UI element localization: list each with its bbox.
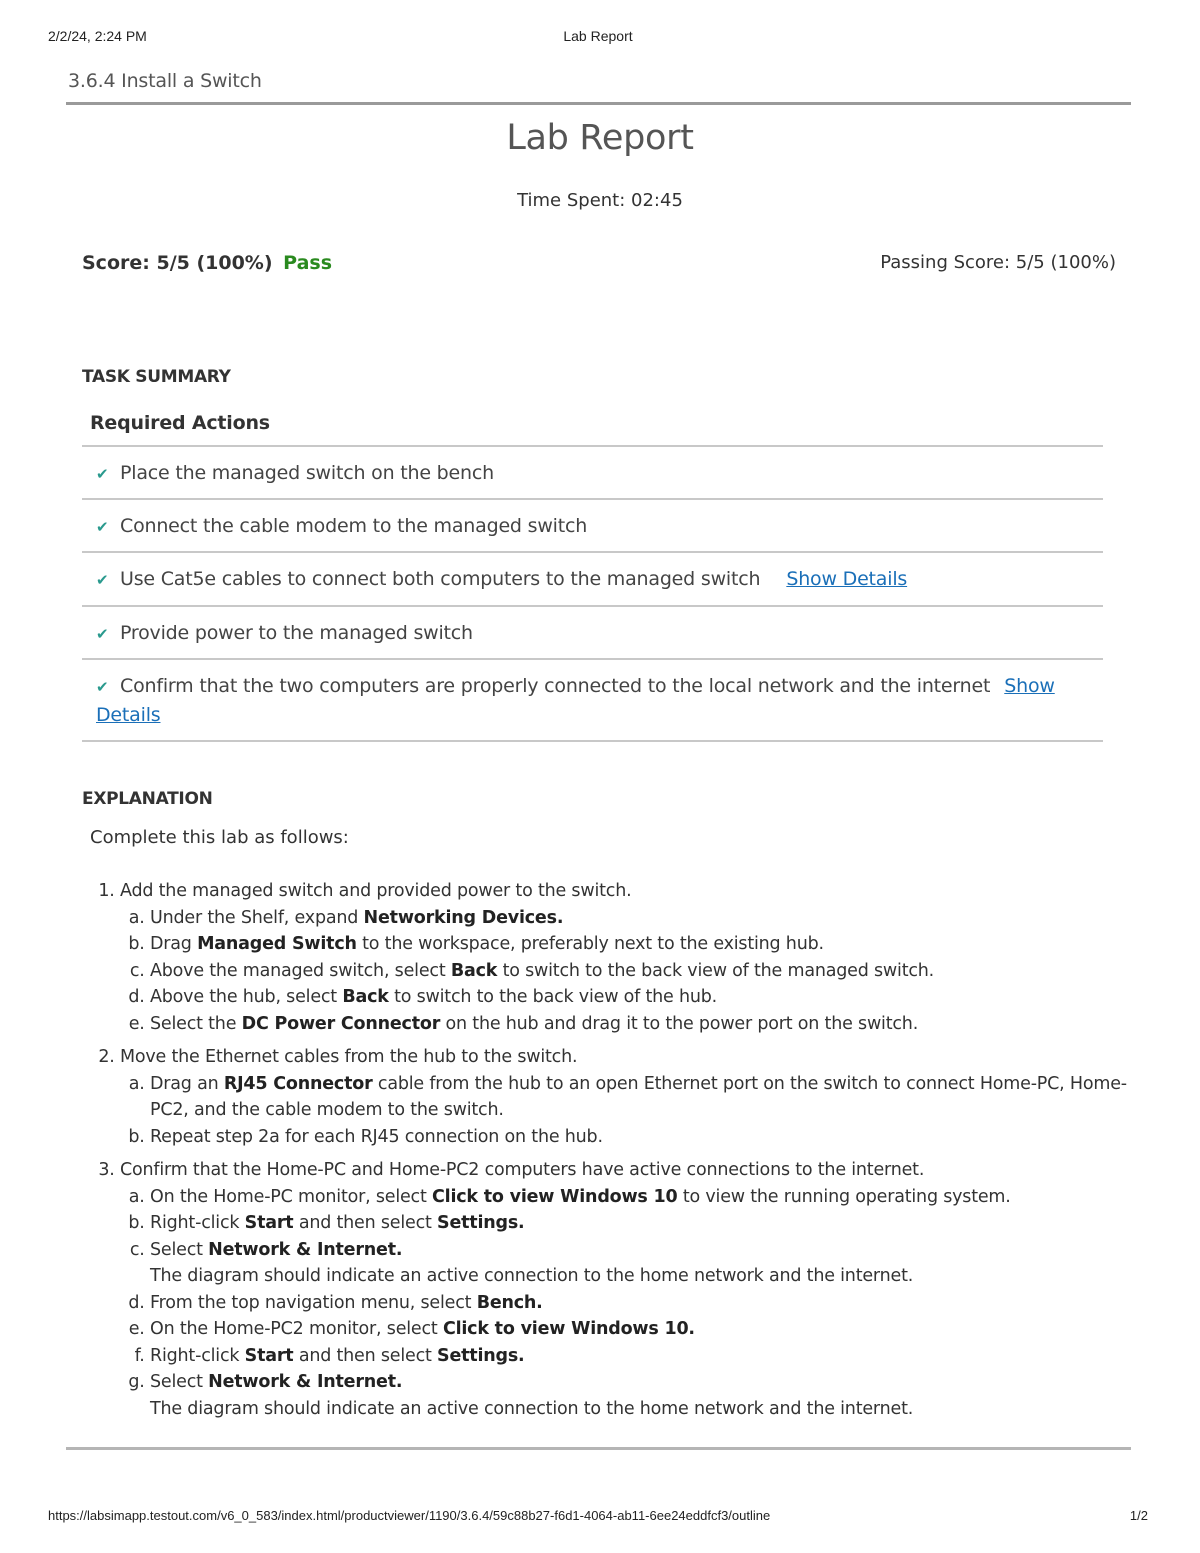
explanation-steps [88, 878, 1160, 1429]
substep-item [150, 1210, 1160, 1237]
substep-text: Above the hub, select [150, 987, 343, 1007]
substep-text: Right-click [150, 1345, 245, 1366]
substep-text: to view the running operating system. [677, 1186, 1011, 1207]
step-text: Move the Ethernet cables from the hub to the switch. [120, 1047, 578, 1067]
substep-text: On the Home-PC2 monitor, select [150, 1319, 443, 1339]
score-label: Score: 5/5 (100%) [82, 252, 273, 274]
substep-text: Drag an [150, 1073, 224, 1094]
substep-text: Select [150, 1239, 209, 1260]
substep-emphasis: Click to view Windows 10. [442, 1319, 695, 1339]
substep-text: From the top navigation menu, select [150, 1292, 477, 1313]
time-spent: Time Spent: 02:45 [517, 190, 683, 211]
show-details-link[interactable]: Show Details [786, 568, 908, 590]
substep-text: On the Home-PC monitor, select [150, 1186, 432, 1207]
check-icon: ✔ [96, 518, 109, 536]
substep-text: to the workspace, preferably next to the existing hub. [356, 934, 824, 954]
substep-emphasis: Click to view Windows 10 [432, 1186, 678, 1207]
task-text: Use Cat5e cables to connect both computers to the managed switch [120, 568, 761, 590]
required-actions-table [82, 405, 1103, 742]
passing-score: Passing Score: 5/5 (100%) [880, 252, 1116, 273]
substep-text: and then select [293, 1345, 438, 1366]
task-row [82, 447, 1103, 500]
substep-text: to switch to the back view of the hub. [388, 987, 718, 1007]
report-title: Lab Report [506, 118, 694, 158]
task-text: Confirm that the two computers are properly connected to the local network and the internet [120, 675, 991, 697]
substep-text: on the hub and drag it to the power port on the switch. [440, 1013, 919, 1034]
task-row [82, 660, 1103, 742]
explanation-intro: Complete this lab as follows: [90, 827, 349, 848]
substep-item [150, 1237, 1160, 1290]
step-item [120, 1157, 1160, 1422]
substep-note: The diagram should indicate an active connection to the home network and the internet. [150, 1398, 914, 1419]
print-datetime: 2/2/24, 2:24 PM [48, 28, 147, 44]
header-divider [66, 102, 1131, 105]
substep-item [150, 1011, 1160, 1038]
task-text: Provide power to the managed switch [120, 622, 473, 644]
substep-item [150, 984, 1160, 1011]
substep-emphasis: Network & Internet. [208, 1372, 403, 1392]
task-text: Connect the cable modem to the managed switch [120, 515, 588, 537]
page-url: https://labsimapp.testout.com/v6_0_583/index.html/productviewer/1190/3.6.4/59c88b27-f6d1-4064-ab11-6ee24eddfcf3/outline [48, 1508, 771, 1523]
substep-emphasis: Networking Devices. [363, 907, 564, 928]
substep-text: cable from the hub to an open Ethernet port on the switch to connect Home-PC, Home-PC2, and the cable modem to the switch. [150, 1073, 1127, 1120]
substep-item [150, 1124, 1160, 1151]
substep-text: Right-click [150, 1213, 245, 1233]
substep-text: to switch to the back view of the managed switch. [497, 960, 935, 981]
substep-emphasis: Back [450, 960, 498, 981]
substep-item [150, 1343, 1160, 1370]
show-details-link[interactable]: Show Details [96, 675, 1055, 726]
step-text: Confirm that the Home-PC and Home-PC2 computers have active connections to the internet. [120, 1160, 925, 1180]
print-title: Lab Report [563, 28, 633, 44]
substep-emphasis: Start [244, 1345, 294, 1366]
check-icon: ✔ [96, 678, 109, 696]
substep-text: Above the managed switch, select [150, 960, 451, 981]
substep-emphasis: Bench. [476, 1292, 543, 1313]
substep-item [150, 1290, 1160, 1317]
pass-status: Pass [283, 252, 333, 274]
substep-note: The diagram should indicate an active connection to the home network and the internet. [150, 1266, 914, 1286]
substep-item [150, 905, 1160, 932]
explanation-heading: EXPLANATION [82, 789, 213, 809]
substep-emphasis: Managed Switch [197, 934, 357, 954]
substep-text: Select the [150, 1013, 242, 1034]
footer-divider [66, 1447, 1131, 1450]
check-icon: ✔ [96, 465, 109, 483]
substep-emphasis: Settings. [437, 1345, 525, 1366]
print-header [48, 28, 1148, 48]
substep-item [150, 958, 1160, 985]
substep-emphasis: RJ45 Connector [223, 1073, 373, 1094]
task-row [82, 607, 1103, 660]
print-footer [48, 1508, 1148, 1528]
page-number: 1/2 [1129, 1508, 1148, 1523]
check-icon: ✔ [96, 571, 109, 589]
task-row [82, 553, 1103, 607]
substep-item [150, 1071, 1160, 1124]
step-item [120, 878, 1160, 1037]
score [82, 252, 332, 274]
substep-emphasis: Settings. [437, 1213, 525, 1233]
task-summary-heading: TASK SUMMARY [82, 367, 231, 387]
substep-emphasis: Network & Internet. [208, 1239, 403, 1260]
step-text: Add the managed switch and provided power to the switch. [120, 881, 632, 901]
substep-item [150, 1369, 1160, 1422]
required-actions-header: Required Actions [82, 405, 1103, 447]
check-icon: ✔ [96, 625, 109, 643]
substep-item [150, 1316, 1160, 1343]
step-item [120, 1044, 1160, 1150]
substep-text: Repeat step 2a for each RJ45 connection on the hub. [150, 1126, 603, 1147]
lab-name: 3.6.4 Install a Switch [68, 70, 262, 92]
task-text: Place the managed switch on the bench [120, 462, 494, 484]
substep-item [150, 931, 1160, 958]
substep-emphasis: Back [342, 987, 389, 1007]
substep-item [150, 1184, 1160, 1211]
substep-emphasis: Start [244, 1213, 294, 1233]
substep-text: Under the Shelf, expand [150, 907, 364, 928]
substep-text: Select [150, 1372, 209, 1392]
task-row [82, 500, 1103, 553]
substep-text: and then select [293, 1213, 438, 1233]
substep-text: Drag [150, 934, 198, 954]
substep-emphasis: DC Power Connector [241, 1013, 441, 1034]
